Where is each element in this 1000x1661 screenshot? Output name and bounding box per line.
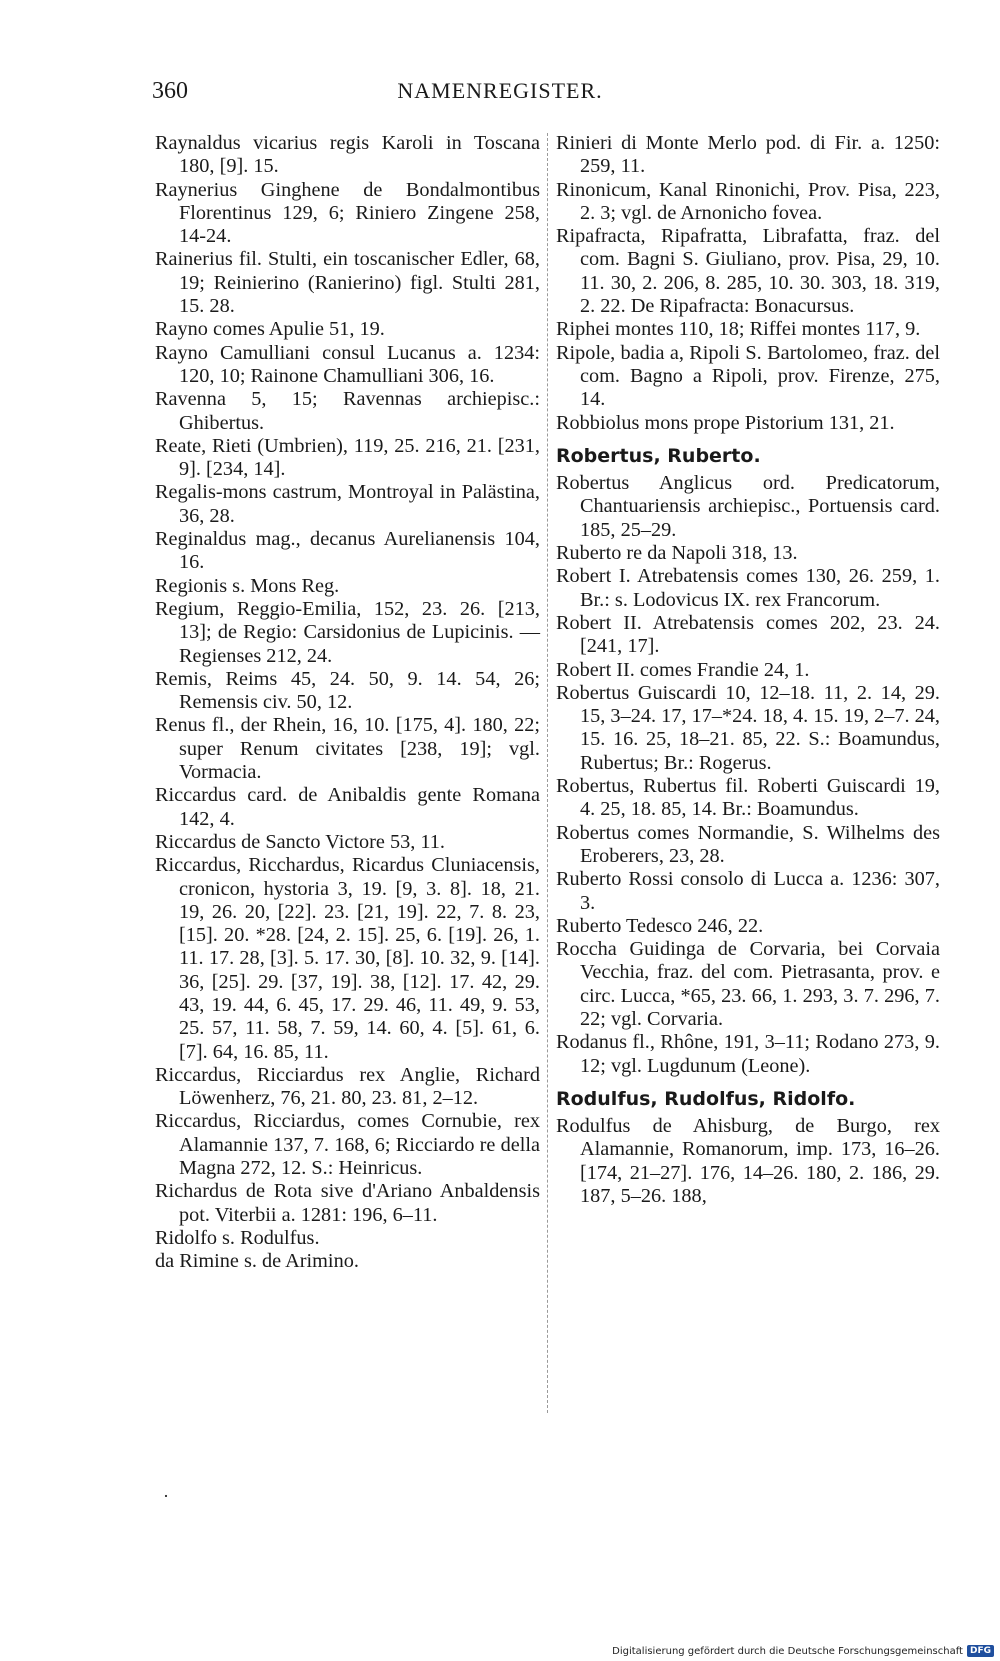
index-entry: Riccardus, Ricciardus, comes Cornubie, rex Alamannie 137, 7. 168, 6; Ricciardo re della Magna 272, 12. S.: Heinricus. [155, 1110, 540, 1180]
footer-text: Digitalisierung gefördert durch die Deutsche Forschungsgemeinschaft [612, 1645, 963, 1657]
left-column [155, 132, 540, 1274]
index-entry: Riphei montes 110, 18; Riffei montes 117, 9. [556, 318, 921, 341]
index-entry: Robert II. Atrebatensis comes 202, 23. 24. [241, 17]. [556, 611, 940, 658]
index-entry: Ruberto Tedesco 246, 22. [556, 914, 764, 937]
index-entry: da Rimine s. de Arimino. [155, 1250, 359, 1273]
index-entry: Rayno comes Apulie 51, 19. [155, 318, 385, 341]
index-entry: Riccardus card. de Anibaldis gente Romana 142, 4. [155, 784, 540, 830]
index-entry: Ripafracta, Ripafratta, Librafatta, fraz. del com. Bagni S. Giuliano, prov. Pisa, 29, 10. 11. 30, 2. 206, 8. 285, 10. 30. 303, 18. 319, 2. 22. De Ripafracta: Bonacursus. [556, 225, 940, 318]
index-entry: Richardus de Rota sive d'Ariano Anbaldensis pot. Viterbii a. 1281: 196, 6–11. [155, 1180, 540, 1226]
page-header [0, 78, 1000, 108]
index-entry: Robertus Guiscardi 10, 12–18. 11, 2. 14, 29. 15, 3–24. 17, 17–*24. 18, 4. 15. 19, 2–7. 24, 15. 16. 25, 18–21. 85, 22. S.: Boamundus, Rubertus; Br.: Rogerus. [556, 681, 940, 774]
index-entry: Ruberto re da Napoli 318, 13. [556, 542, 798, 565]
index-entry: Robert II. comes Frandie 24, 1. [556, 658, 810, 681]
index-entry: Robbiolus mons prope Pistorium 131, 21. [556, 411, 895, 434]
index-entry: Riccardus, Ricciardus rex Anglie, Richard Löwenherz, 76, 21. 80, 23. 81, 2–12. [155, 1063, 540, 1110]
index-entry: Rayno Camulliani consul Lucanus a. 1234: 120, 10; Rainone Chamulliani 306, 16. [155, 341, 540, 387]
index-entry: Riccardus de Sancto Victore 53, 11. [155, 830, 445, 853]
index-entry: Raynaldus vicarius regis Karoli in Toscana 180, [9]. 15. [155, 132, 540, 178]
index-entry: Renus fl., der Rhein, 16, 10. [175, 4]. 180, 22; super Renum civitates [238, 19]; vgl. Vormacia. [155, 714, 540, 784]
column-divider [547, 133, 548, 1413]
index-entry: Robertus comes Normandie, S. Wilhelms des Eroberers, 23, 28. [556, 821, 940, 867]
running-title: NAMENREGISTER. [397, 78, 603, 103]
index-entry: Robertus Anglicus ord. Predicatorum, Chantuariensis archiepisc., Portuensis card. 185, 25–29. [556, 472, 940, 541]
section-heading: Robertus, Ruberto. [556, 444, 761, 467]
index-entry: Roccha Guidinga de Corvaria, bei Corvaia Vecchia, fraz. del com. Pietrasanta, prov. e circ. Lucca, *65, 23. 66, 1. 293, 3. 7. 296, 7. 22; vgl. Corvaria. [556, 938, 940, 1030]
index-entry: Regionis s. Mons Reg. [155, 574, 340, 597]
index-entry: Rinonicum, Kanal Rinonichi, Prov. Pisa, 223, 2. 3; vgl. de Arnonicho fovea. [556, 178, 940, 224]
dfg-logo: DFG [967, 1645, 994, 1657]
index-entry: Regalis-mons castrum, Montroyal in Palästina, 36, 28. [155, 481, 540, 527]
index-entry: Rodulfus de Ahisburg, de Burgo, rex Alamannie, Romanorum, imp. 173, 16–26. [174, 21–27]. 176, 14–26. 180, 2. 186, 29. 187, 5–26. 188, [556, 1115, 940, 1208]
index-entry: Ruberto Rossi consolo di Lucca a. 1236: 307, 3. [556, 868, 940, 914]
index-entry: Rodanus fl., Rhône, 191, 3–11; Rodano 273, 9. 12; vgl. Lugdunum (Leone). [556, 1031, 940, 1077]
index-entry: Reate, Rieti (Umbrien), 119, 25. 216, 21. [231, 9]. [234, 14]. [155, 434, 540, 481]
index-entry: Ridolfo s. Rodulfus. [155, 1226, 320, 1249]
index-entry: Rainerius fil. Stulti, ein toscanischer Edler, 68, 19; Reinierino (Ranierino) figl. Stulti 281, 15. 28. [155, 248, 540, 318]
index-entry: Riccardus, Ricchardus, Ricardus Cluniacensis, cronicon, hystoria 3, 19. [9, 3. 8]. 18, 21. 19, 26. 20, [22]. 23. [21, 19]. 22, 7. 8. 23, [15]. 20. *28. [24, 2. 15]. 25, 6. [19]. 26, 1. 11. 17. 28, [3]. 5. 17. 30, [8]. 10. 32, 9. [14]. 36, [25]. 29. [37, 19]. 38, [12]. 17. 42, 29. 43, 19. 44, 6. 45, 17. 29. 46, 11. 49, 9. 53, 25. 57, 11. 58, 7. 59, 14. 60, 4. [5]. 61, 6. [7]. 64, 16. 85, 11. [155, 854, 540, 1063]
stray-mark: · [163, 1486, 169, 1506]
index-entry: Ripole, badia a, Ripoli S. Bartolomeo, fraz. del com. Bagno a Ripoli, prov. Firenze, 275, 14. [556, 341, 940, 411]
index-entry: Ravenna 5, 15; Ravennas archiepisc.: Ghibertus. [155, 388, 540, 434]
footer [612, 1645, 994, 1657]
index-entry: Remis, Reims 45, 24. 50, 9. 14. 54, 26; Remensis civ. 50, 12. [155, 667, 540, 714]
index-entry: Robert I. Atrebatensis comes 130, 26. 259, 1. Br.: s. Lodovicus IX. rex Francorum. [556, 565, 940, 611]
index-entry: Rinieri di Monte Merlo pod. di Fir. a. 1250: 259, 11. [556, 132, 940, 178]
right-column [556, 132, 940, 1208]
index-entry: Regium, Reggio-Emilia, 152, 23. 26. [213, 13]; de Regio: Carsidonius de Lupicinis. — Regienses 212, 24. [155, 597, 540, 667]
index-entry: Robertus, Rubertus fil. Roberti Guiscardi 19, 4. 25, 18. 85, 14. Br.: Boamundus. [556, 775, 940, 821]
index-entry: Raynerius Ginghene de Bondalmontibus Florentinus 129, 6; Riniero Zingene 258, 14-24. [155, 178, 540, 248]
section-heading: Rodulfus, Rudolfus, Ridolfo. [556, 1087, 856, 1110]
page-number: 360 [152, 78, 188, 104]
index-entry: Reginaldus mag., decanus Aurelianensis 104, 16. [155, 528, 540, 574]
